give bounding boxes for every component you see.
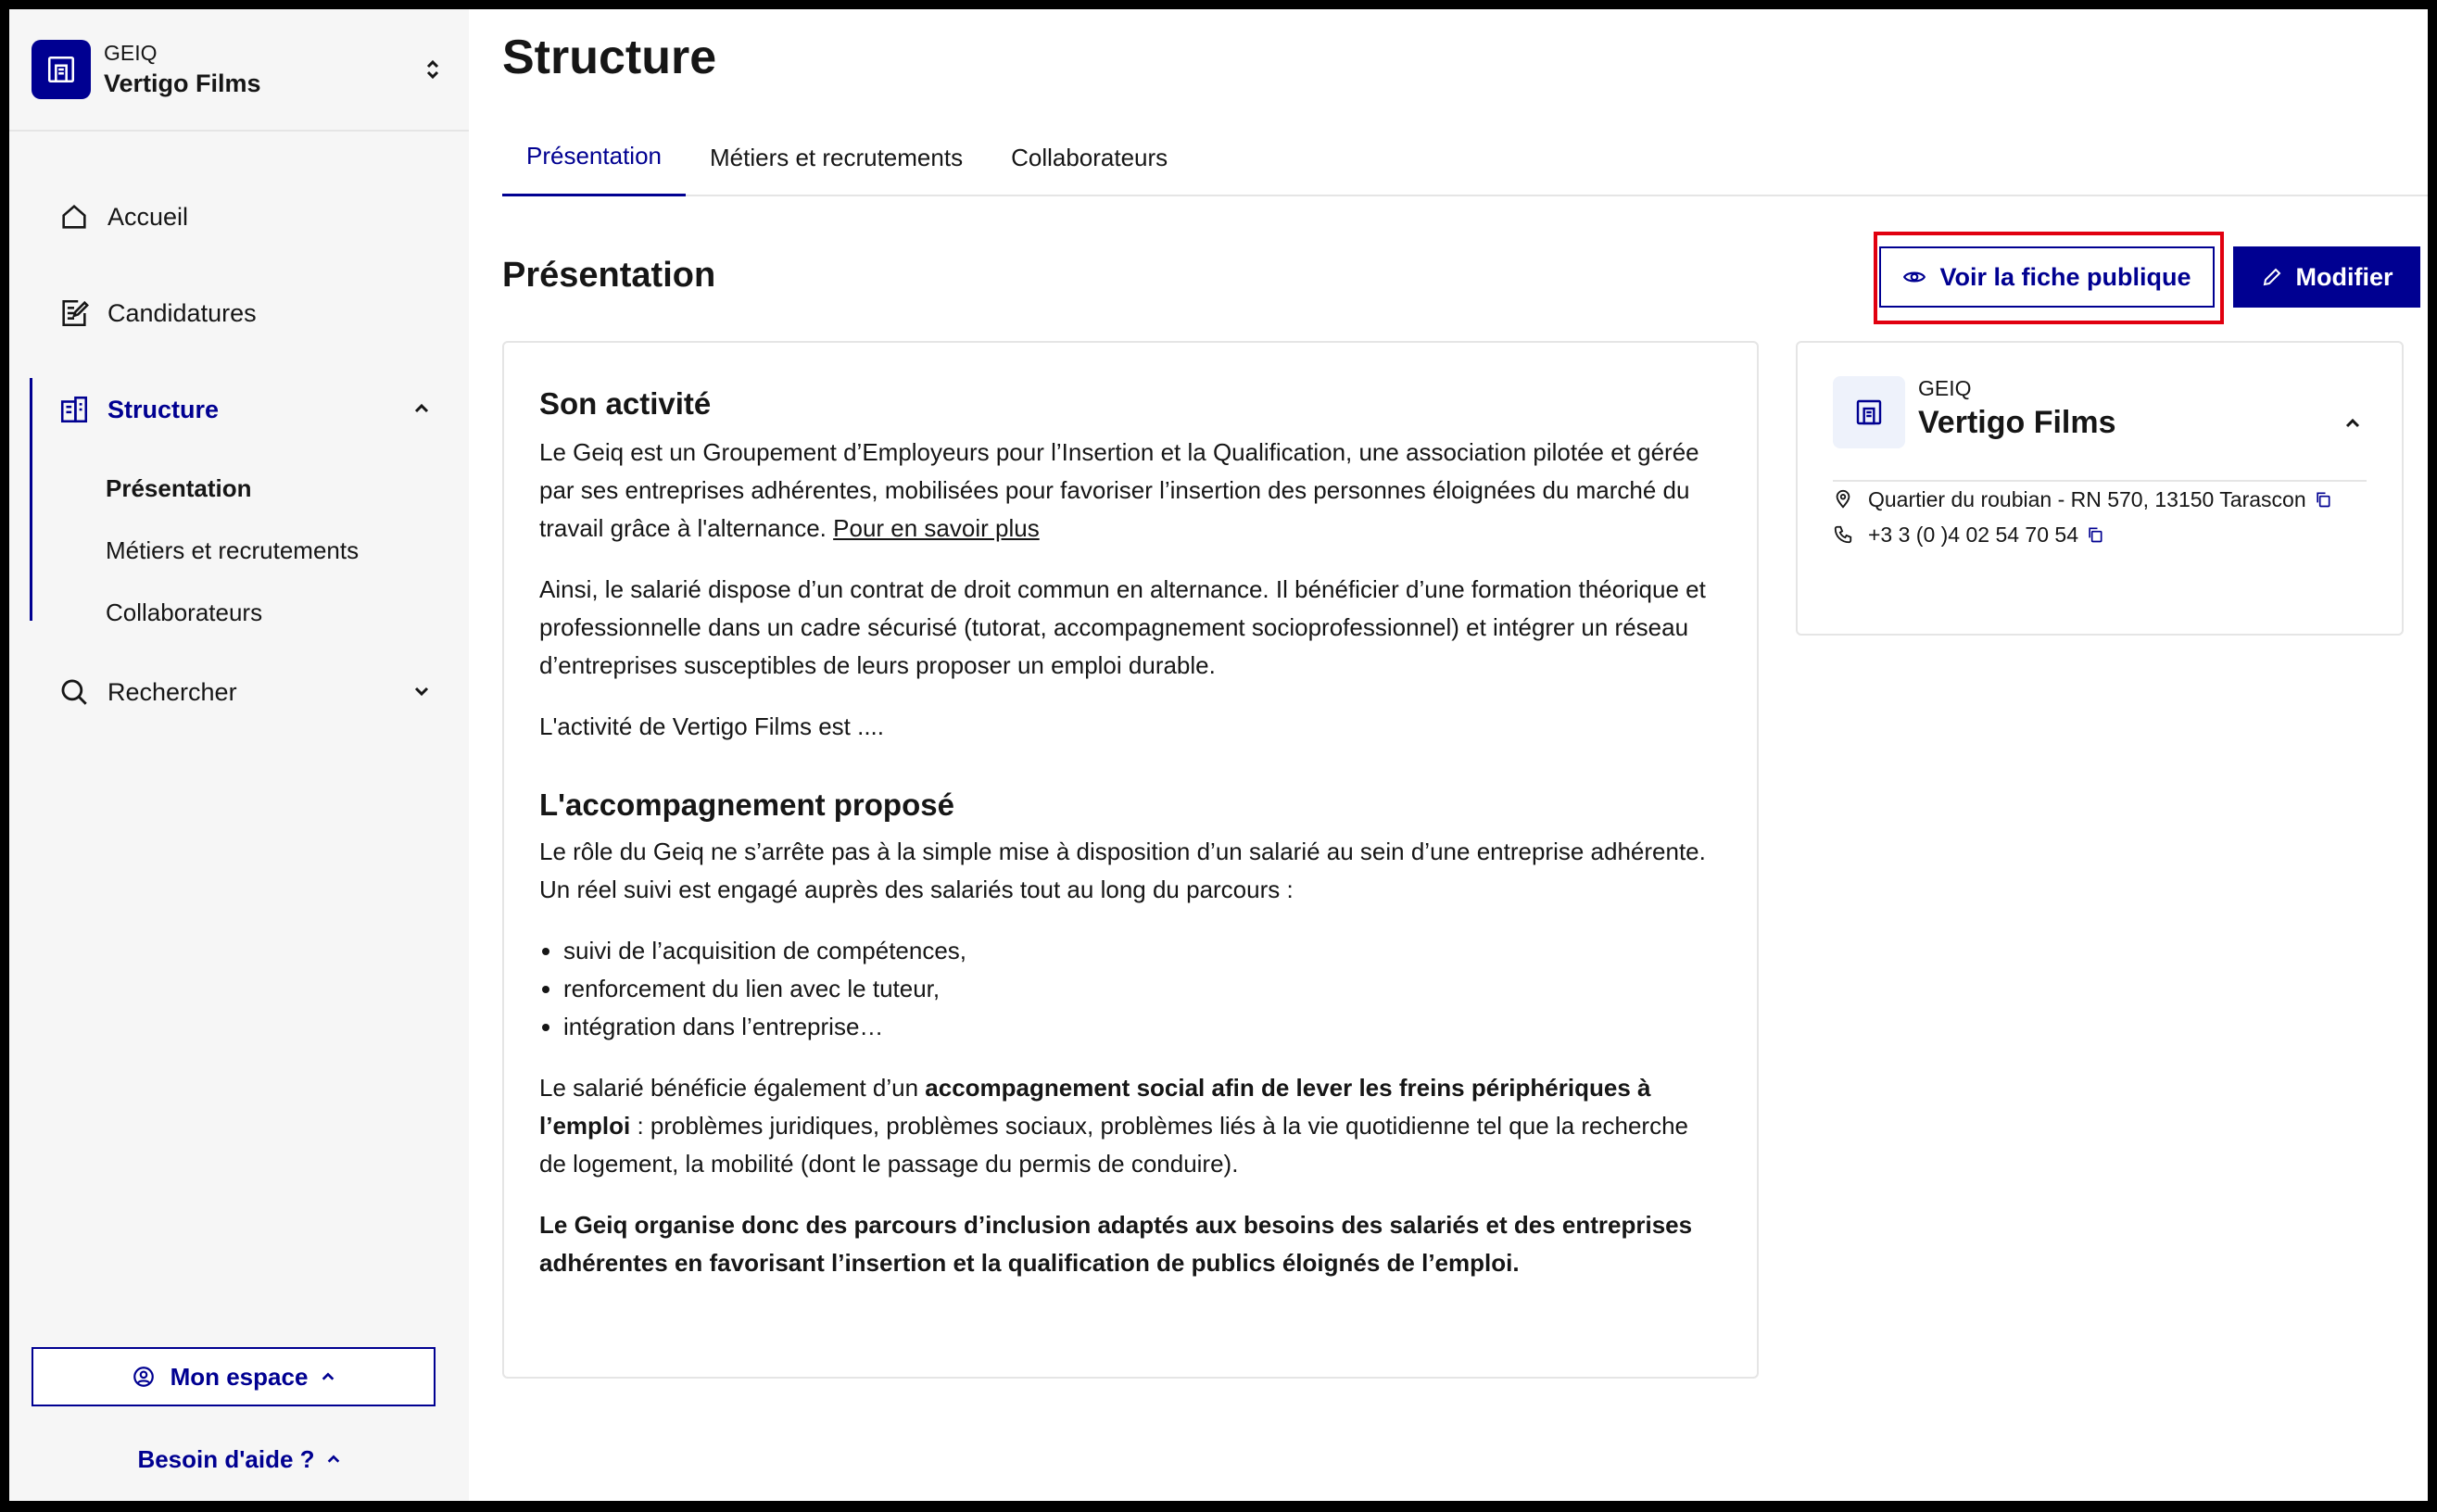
activity-paragraph-2: Ainsi, le salarié dispose d’un contrat de droit commun en alternance. Il bénéficier d’une formation théorique et professionnelle dans un cadre sécurisé (tutorat, accompagnement socioprofessionnel) et intégrer un réseau d’entreprises susceptibles de leurs proposer un emploi durable. (539, 575, 1706, 679)
support-heading: L'accompagnement proposé (539, 788, 954, 822)
home-icon (56, 198, 93, 235)
nav-item-search[interactable] (9, 644, 469, 740)
organization-kind: GEIQ (104, 41, 158, 65)
pencil-icon (2261, 266, 2283, 288)
building-icon (32, 40, 91, 99)
support-paragraph-1: Le rôle du Geiq ne s’arrête pas à la simple mise à disposition d’un salarié au sein d’une entreprise adhérente. Un réel suivi est engagé auprès des salariés tout au long du parcours : (539, 838, 1706, 903)
tab-collaborators[interactable]: Collaborateurs (1011, 143, 1168, 171)
nav-item-applications[interactable] (9, 265, 469, 361)
support-paragraph-2 (539, 1069, 1722, 1183)
edit-label: Modifier (2295, 262, 2393, 291)
support-text-bold: accompagnement social afin de lever les freins périphériques à l’emploi (539, 1074, 1651, 1140)
search-icon (56, 674, 93, 711)
nav-item-structure[interactable] (9, 361, 469, 458)
nav-item-home[interactable] (9, 169, 469, 265)
chevron-up-icon (326, 1454, 341, 1465)
organization-switcher[interactable] (9, 9, 469, 132)
phone-icon (1833, 524, 1861, 545)
view-public-page-label: Voir la fiche publique (1939, 262, 2191, 291)
nav-item-label: Rechercher (107, 677, 237, 706)
map-pin-icon (1833, 489, 1861, 510)
organization-card-header (1833, 376, 2367, 482)
activity-paragraph-1 (539, 434, 1722, 548)
nav-item-label: Accueil (107, 202, 189, 231)
organization-text (104, 41, 419, 98)
support-text-end: : problèmes juridiques, problèmes sociaux, problèmes liés à la vie quotidienne tel que la recherche de logement, la mobilité (dont le passage du permis de conduire). (539, 1112, 1688, 1178)
app-window (9, 9, 2428, 1501)
expand-collapse-icon[interactable] (419, 51, 447, 88)
activity-paragraph-3: L'activité de Vertigo Films est .... (539, 712, 884, 740)
tab-bar (502, 119, 2428, 196)
help-button[interactable] (9, 1436, 469, 1482)
support-paragraph-3 (539, 1206, 1722, 1282)
tab-presentation[interactable]: Présentation (502, 119, 686, 196)
building-icon (56, 391, 93, 428)
organization-card (1796, 341, 2404, 636)
presentation-card (502, 341, 1759, 1379)
my-space-label: Mon espace (170, 1362, 309, 1391)
edit-document-icon (56, 295, 93, 332)
main-navigation (9, 132, 469, 740)
address-text: Quartier du roubian - RN 570, 13150 Tarascon (1868, 486, 2306, 511)
nav-item-label: Structure (107, 395, 220, 423)
support-list (563, 932, 1722, 1046)
my-space-button[interactable] (32, 1347, 436, 1406)
eye-icon (1902, 265, 1926, 289)
support-conclusion: Le Geiq organise donc des parcours d’inclusion adaptés aux besoins des salariés et des entreprises adhérentes en favorisant l’insertion et la qualification de publics éloignés de l’emploi. (539, 1211, 1693, 1277)
learn-more-link[interactable]: Pour en savoir plus (833, 514, 1040, 542)
tab-jobs[interactable]: Métiers et recrutements (709, 143, 964, 171)
help-label: Besoin d'aide ? (137, 1444, 315, 1473)
phone-line (1833, 517, 2367, 552)
organization-card-name: Vertigo Films (1918, 405, 2116, 440)
organization-name: Vertigo Films (104, 69, 261, 97)
copy-icon[interactable] (2314, 490, 2332, 509)
chevron-up-icon (321, 1371, 335, 1382)
chevron-up-icon[interactable] (2339, 410, 2367, 437)
list-item: • suivi de l’acquisition de compétences, (563, 932, 1722, 970)
activity-text: Le Geiq est un Groupement d’Employeurs pour l’Insertion et la Qualification, une association pilotée et gérée par ses entreprises adhérentes, mobilisées pour favoriser l’insertion des personnes éloignées du marché du travail grâce à l'alternance. (539, 438, 1699, 542)
sidebar-subitem-presentation[interactable]: Présentation (106, 474, 252, 502)
organization-card-kind: GEIQ (1918, 376, 1972, 400)
activity-heading: Son activité (539, 386, 712, 421)
list-item: • renforcement du lien avec le tuteur, (563, 970, 1722, 1008)
user-circle-icon (132, 1365, 156, 1389)
address-line (1833, 482, 2367, 517)
building-icon (1833, 376, 1905, 448)
chevron-down-icon (408, 677, 436, 705)
list-item: • intégration dans l’entreprise… (563, 1008, 1722, 1046)
view-public-page-button[interactable] (1879, 246, 2215, 308)
main-content (469, 9, 2428, 1501)
page-title: Structure (502, 31, 717, 84)
nav-item-label: Candidatures (107, 298, 257, 327)
chevron-up-icon (408, 395, 436, 422)
section-title: Présentation (502, 256, 716, 295)
copy-icon[interactable] (2086, 525, 2104, 544)
sidebar-subitem-jobs[interactable]: Métiers et recrutements (106, 536, 360, 564)
edit-button[interactable] (2233, 246, 2420, 308)
organization-card-titles (1918, 376, 2339, 441)
support-text-start: Le salarié bénéficie également d’un (539, 1074, 926, 1102)
sidebar (9, 9, 469, 1501)
phone-text: +3 3 (0 )4 02 54 70 54 (1868, 522, 2078, 547)
sidebar-subitem-collaborators[interactable]: Collaborateurs (106, 598, 263, 626)
